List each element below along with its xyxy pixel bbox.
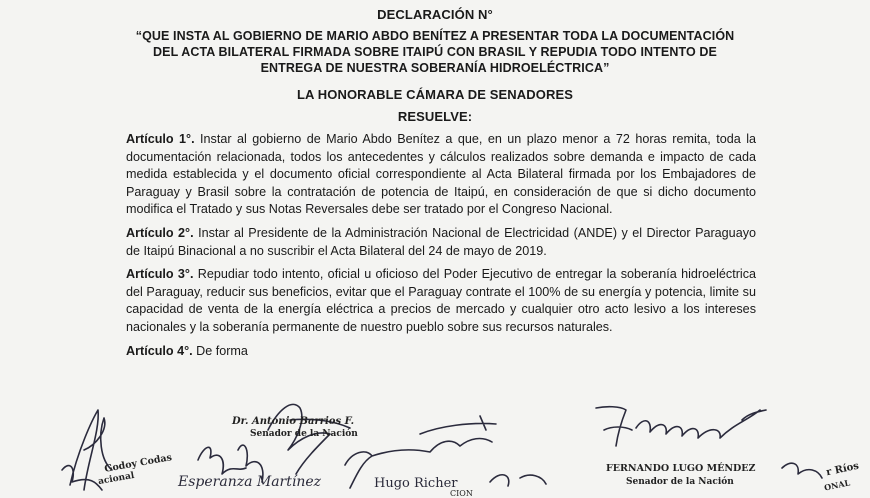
article-2	[126, 225, 756, 260]
article-label: Artículo 4°.	[126, 343, 193, 358]
article-text: De forma	[192, 343, 248, 358]
signature-stamp-role: Senador de la Nación	[626, 477, 734, 487]
signature-stroke	[62, 466, 102, 490]
signature-stroke	[268, 404, 330, 474]
signature-partial-name: Godoy Codas	[103, 452, 173, 475]
signature-partial-text: CION	[450, 489, 473, 498]
declaration-title	[0, 28, 870, 76]
article-4	[126, 343, 756, 361]
signatures-area	[0, 390, 870, 498]
signature-stroke	[636, 410, 766, 438]
signature-stroke	[420, 416, 496, 434]
articles-section	[126, 131, 756, 366]
resolves-heading: RESUELVE:	[397, 109, 473, 124]
signature-partial-role: acional	[97, 470, 136, 488]
signature-stroke	[198, 447, 246, 474]
article-label: Artículo 1°.	[126, 132, 195, 146]
article-text: Instar al Presidente de la Administración Nacional de Electricidad (ANDE) y el Director Paraguayo de Itaipú Binacional a no suscribir el Acta Bilateral del 24 de mayo de 2019.	[126, 225, 756, 258]
article-3	[126, 266, 756, 336]
handwritten-name: Hugo Richer	[374, 476, 458, 491]
article-label: Artículo 2°.	[126, 225, 194, 240]
signature-stroke	[490, 475, 546, 486]
title-line: DEL ACTA BILATERAL FIRMADA SOBRE ITAIPÚ CON BRASIL Y REPUDIA TODO INTENTO DE	[153, 45, 717, 59]
handwritten-name: Esperanza Martínez	[178, 474, 322, 490]
signature-stroke	[596, 407, 632, 446]
signature-stamp-role: Senador de la Nación	[250, 429, 358, 439]
article-text: Repudiar todo intento, oficial u oficioso del Poder Ejecutivo de entregar la soberanía hidroeléctrica del Paraguay, reducir sus beneficios, evitar que el Paraguay contrate el 100% de su energía y potencia, limite su capacidad de venta de la energía eléctrica a precios de mercado y cualquier otro acto lesivo a los intereses nacionales y la soberanía permanente de nuestro pueblo sobre sus recursos naturales.	[126, 267, 756, 334]
chamber-heading: LA HONORABLE CÁMARA DE SENADORES	[297, 87, 573, 102]
signature-stamp-name: FERNANDO LUGO MÉNDEZ	[606, 463, 756, 474]
signature-stroke	[782, 463, 822, 478]
title-line: “QUE INSTA AL GOBIERNO DE MARIO ABDO BENÍTEZ A PRESENTAR TODA LA DOCUMENTACIÓN	[135, 29, 735, 43]
article-text: Instar al gobierno de Mario Abdo Benítez a que, en un plazo menor a 72 horas remita, toda la documentación relacionada, todos los antecedentes y cálculos realizados sobre demanda e impacto de cada medida establecida y el documento oficial correspondiente al Acta Bilateral firmada por los Embajadores de Paraguay y Brasil sobre la contratación de potencia de Itaipú, en consideración de que si dicho documento modifica el Tratado y sus Notas Reversales debe ser tratado por el Congreso Nacional.	[126, 132, 756, 217]
signature-partial-name: r Ríos	[825, 460, 860, 479]
title-line: ENTREGA DE NUESTRA SOBERANÍA HIDROELÉCTRICA”	[260, 61, 610, 75]
article-label: Artículo 3°.	[126, 267, 194, 282]
signature-partial-role: ONAL	[823, 477, 851, 493]
declaration-number: DECLARACIÓN N°	[377, 7, 493, 22]
article-1	[126, 131, 756, 219]
signature-stamp-name: Dr. Antonio Barrios F.	[232, 416, 355, 427]
